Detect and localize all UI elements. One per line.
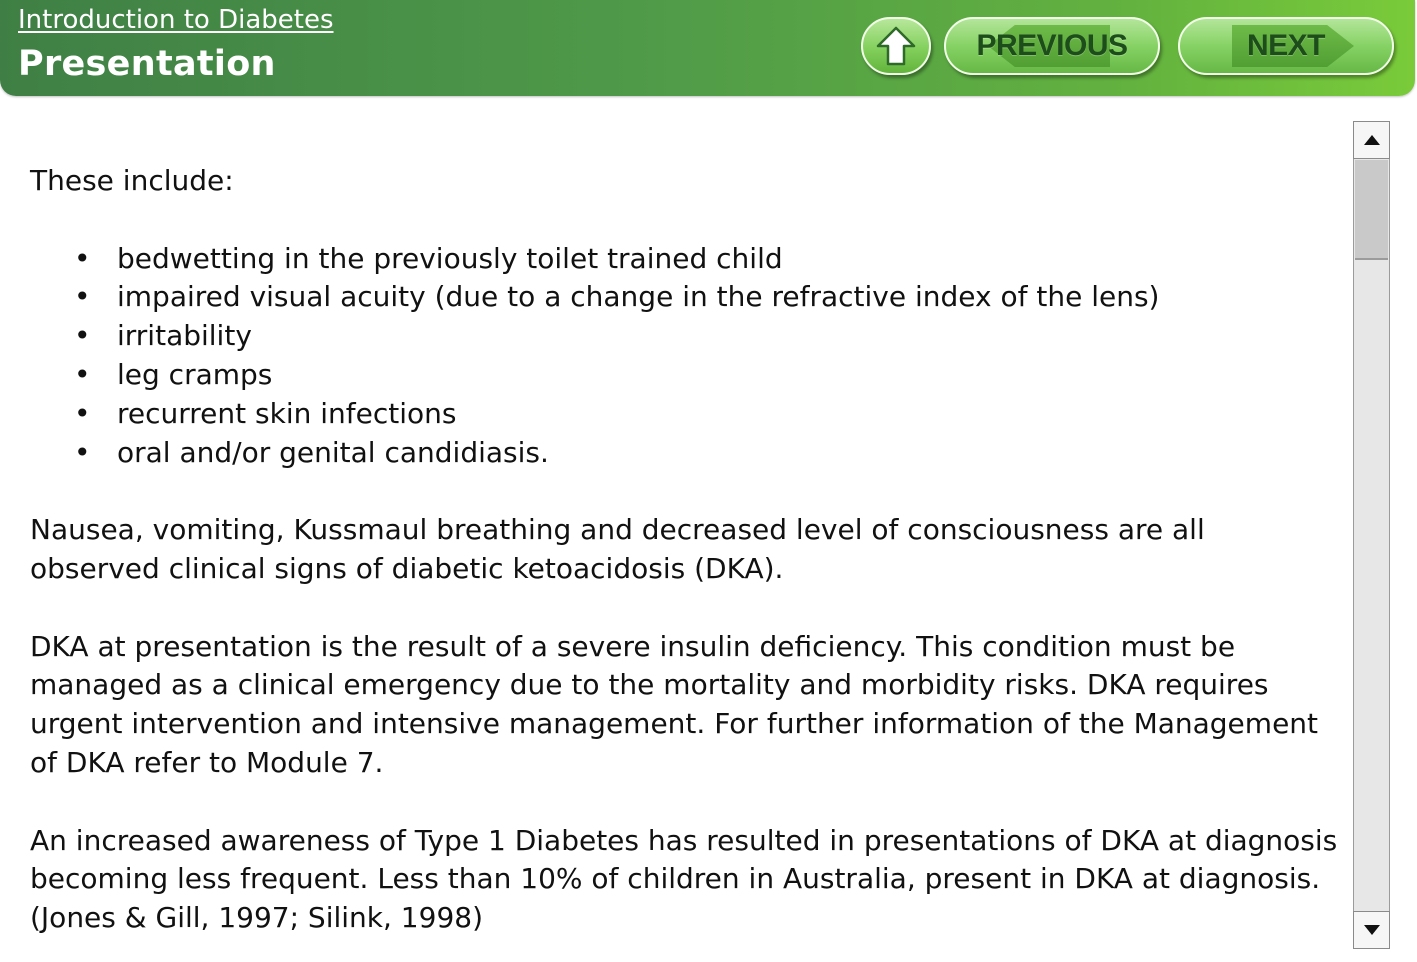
bullet-dot: • bbox=[74, 280, 91, 314]
bullet-dot: • bbox=[74, 396, 91, 430]
list-item bbox=[30, 434, 1340, 473]
home-up-arrow-icon bbox=[874, 24, 918, 68]
scrollbar-thumb[interactable] bbox=[1355, 160, 1388, 260]
intro-text: These include: bbox=[30, 164, 234, 197]
paragraph-dka-signs: Nausea, vomiting, Kussmaul breathing and decreased level of consciousness are all observed clinical signs of diabetic ketoacidosis (DKA). bbox=[30, 513, 1205, 585]
paragraph-awareness: An increased awareness of Type 1 Diabetes has resulted in presentations of DKA at diagnosis becoming less frequent. Less than 10% of children in Australia, present in DKA at diagnosis. (Jones & Gill, 1997; Silink, 1998) bbox=[30, 823, 1338, 935]
header-bar bbox=[0, 0, 1415, 96]
list-item-text: leg cramps bbox=[117, 357, 273, 391]
scroll-down-button[interactable] bbox=[1353, 911, 1390, 949]
list-item bbox=[30, 356, 1340, 395]
content-area bbox=[30, 162, 1340, 938]
paragraph-dka-presentation: DKA at presentation is the result of a severe insulin deficiency. This condition must be managed as a clinical emergency due to the mortality and morbidity risks. DKA requires urgent intervention and intensive management. For further information of the Management of DKA refer to Module 7. bbox=[30, 629, 1319, 779]
scroll-up-button[interactable] bbox=[1353, 121, 1390, 159]
page-title: Presentation bbox=[18, 44, 276, 84]
list-item-text: oral and/or genital candidiasis. bbox=[117, 435, 549, 469]
list-item bbox=[30, 240, 1340, 279]
list-item bbox=[30, 317, 1340, 356]
symptom-list bbox=[30, 240, 1340, 473]
list-item-text: bedwetting in the previously toilet trained child bbox=[117, 241, 783, 275]
bullet-dot: • bbox=[74, 241, 91, 275]
bullet-dot: • bbox=[74, 319, 91, 353]
list-item bbox=[30, 395, 1340, 434]
home-button[interactable] bbox=[861, 17, 931, 75]
scroll-up-arrow-icon bbox=[1364, 135, 1380, 145]
scroll-down-arrow-icon bbox=[1364, 925, 1380, 935]
list-item bbox=[30, 278, 1340, 317]
previous-button[interactable] bbox=[944, 17, 1160, 75]
next-button[interactable] bbox=[1178, 17, 1394, 75]
next-button-label: NEXT bbox=[1246, 29, 1325, 62]
breadcrumb-link[interactable]: Introduction to Diabetes bbox=[18, 5, 334, 35]
list-item-text: recurrent skin infections bbox=[117, 396, 457, 430]
list-item-text: impaired visual acuity (due to a change in the refractive index of the lens) bbox=[117, 280, 1160, 314]
list-item-text: irritability bbox=[117, 319, 252, 353]
bullet-dot: • bbox=[74, 435, 91, 469]
previous-button-label: PREVIOUS bbox=[976, 29, 1128, 62]
bullet-dot: • bbox=[74, 357, 91, 391]
